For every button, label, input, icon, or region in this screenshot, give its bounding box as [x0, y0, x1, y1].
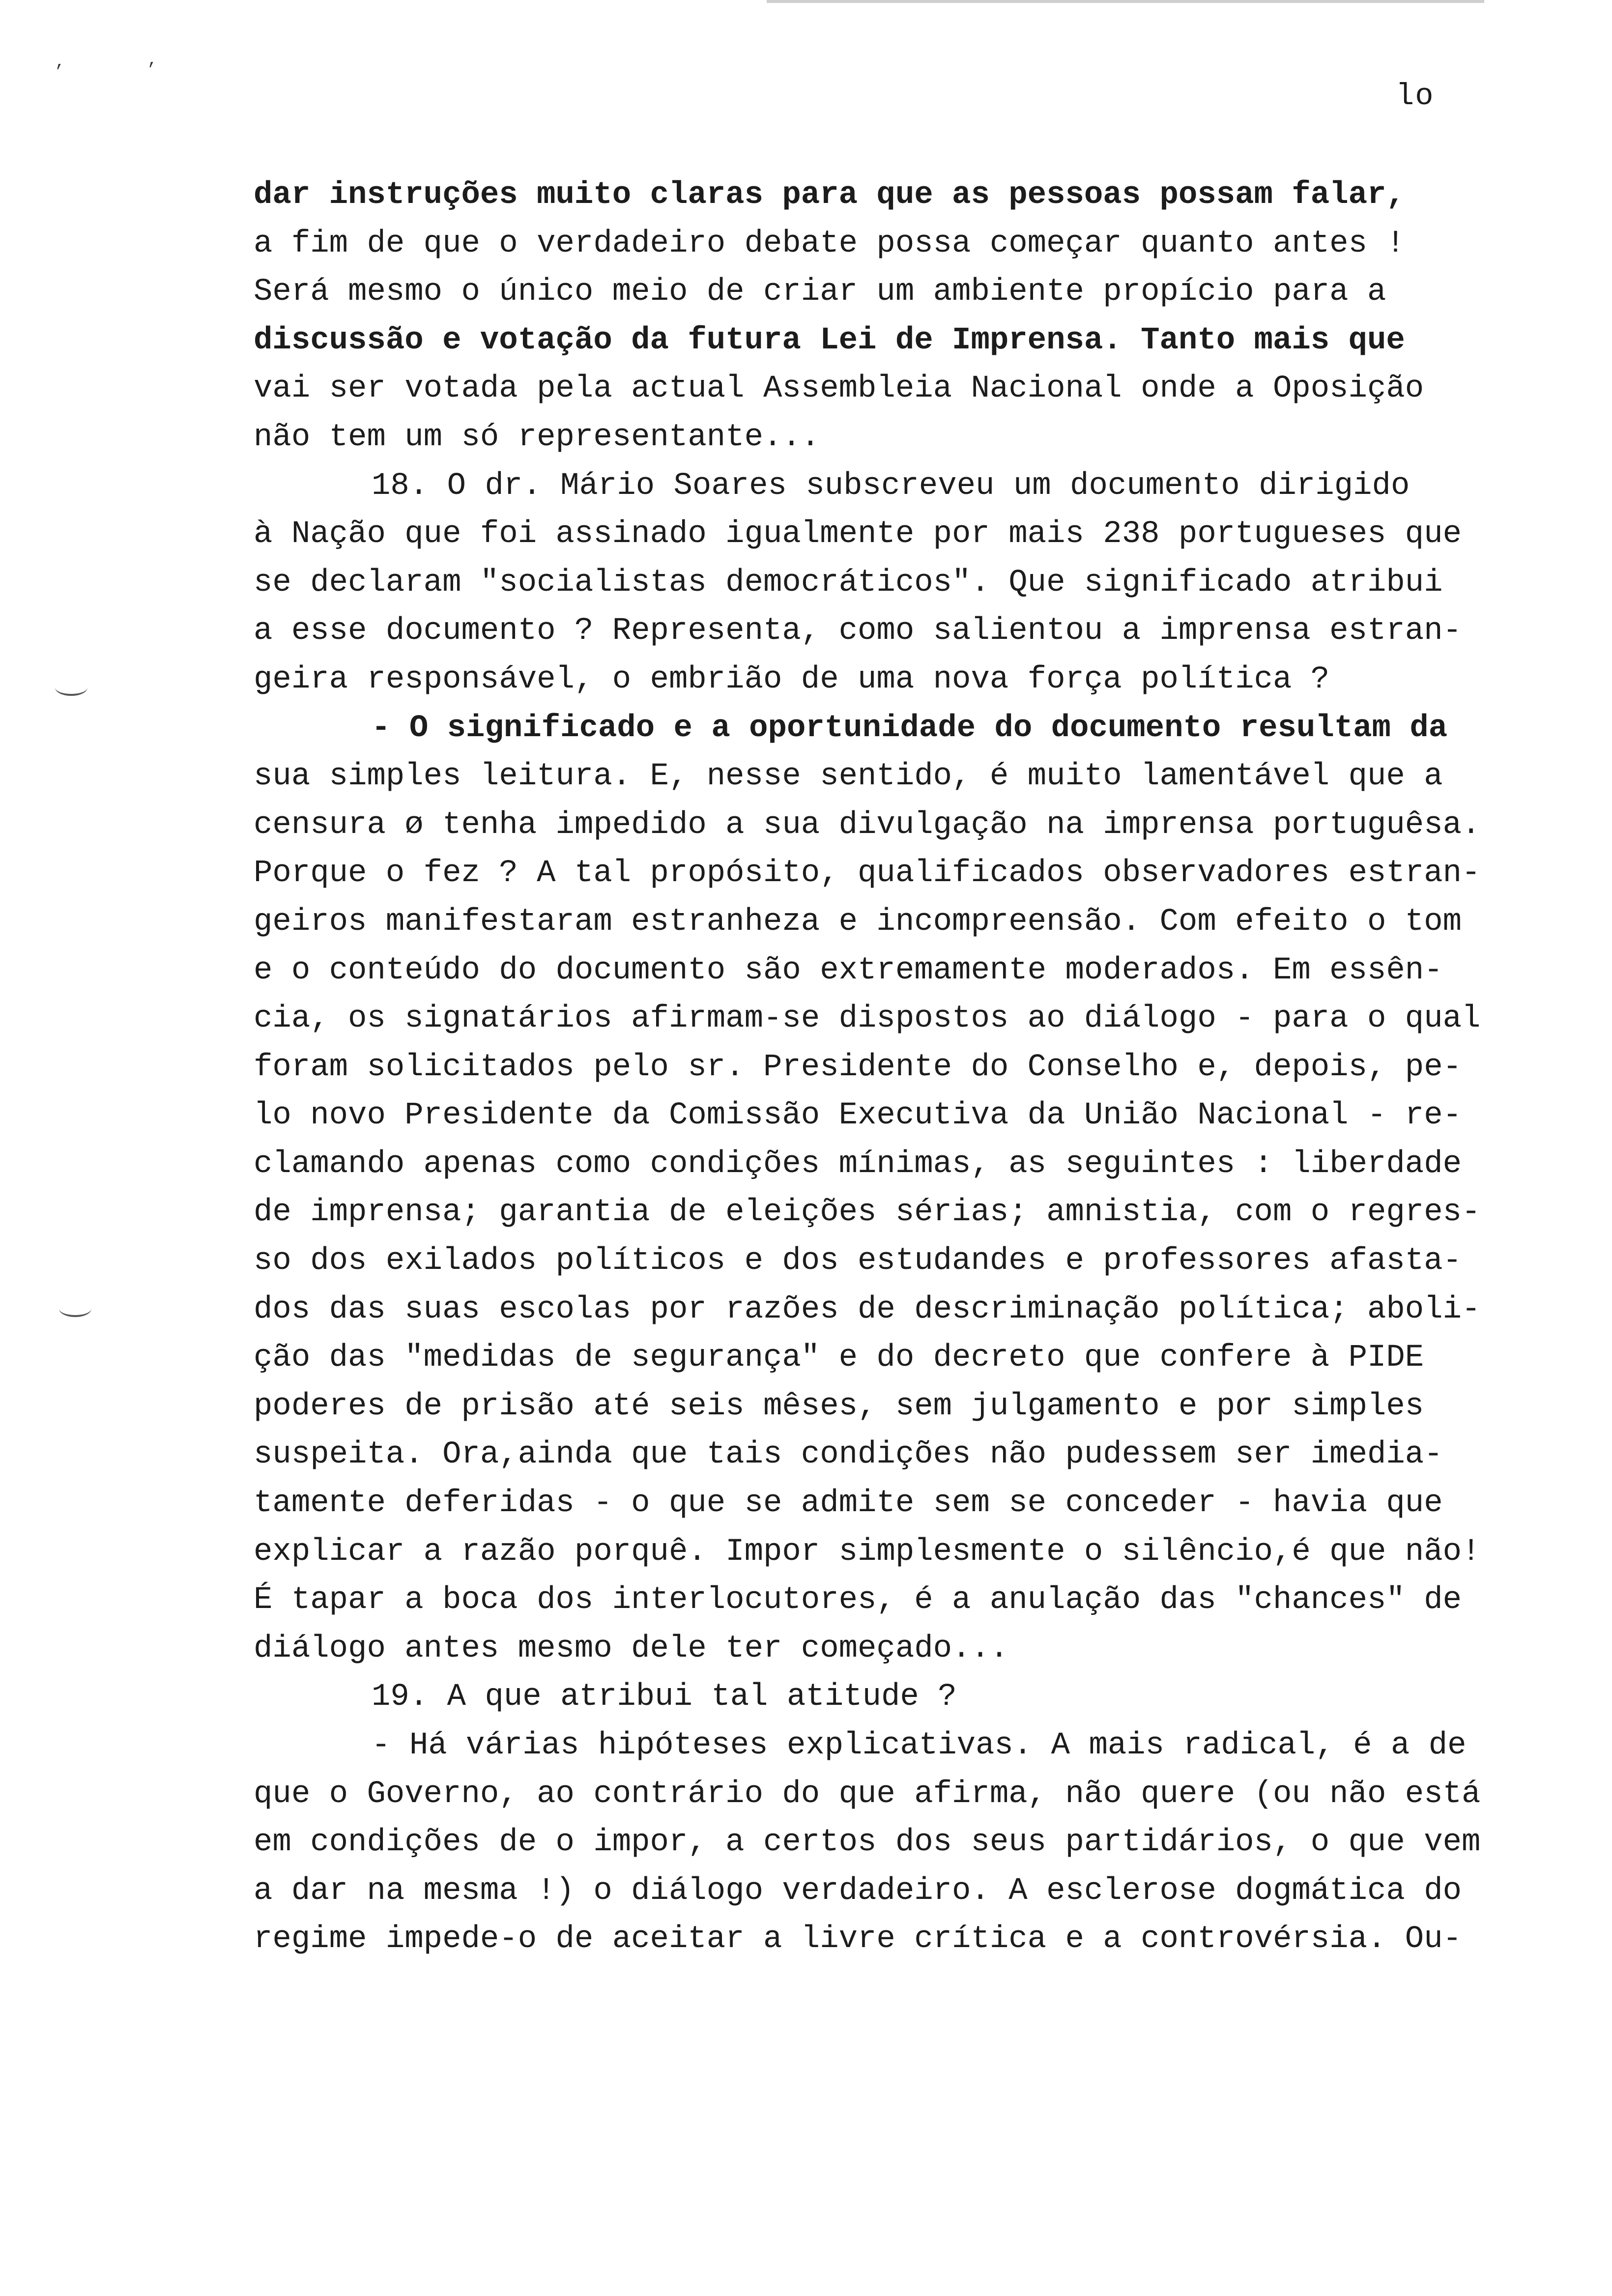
text-line: foram solicitados pelo sr. Presidente do Conselho e, depois, pe-: [254, 1049, 1462, 1085]
text-line: vai ser votada pela actual Assembleia Nacional onde a Oposição: [254, 371, 1424, 407]
text-line: diálogo antes mesmo dele ter começado...: [254, 1631, 1009, 1666]
text-line: - Há várias hipóteses explicativas. A mais radical, é a de: [372, 1728, 1467, 1763]
page-number: lo: [1396, 79, 1435, 114]
text-line: geiros manifestaram estranheza e incompreensão. Com efeito o tom: [254, 904, 1462, 940]
text-line: ção das "medidas de segurança" e do decreto que confere à PIDE: [254, 1340, 1424, 1376]
text-line: à Nação que foi assinado igualmente por mais 238 portugueses que: [254, 517, 1462, 552]
text-line: lo novo Presidente da Comissão Executiva da União Nacional - re-: [254, 1098, 1462, 1134]
text-line: censura ø tenha impedido a sua divulgação na imprensa portuguêsa.: [254, 807, 1481, 843]
corner-mark: ,: [147, 51, 158, 70]
corner-mark: ,: [55, 53, 65, 72]
text-line: que o Governo, ao contrário do que afirma, não quere (ou não está: [254, 1776, 1481, 1812]
text-line: de imprensa; garantia de eleições sérias; amnistia, com o regres-: [254, 1195, 1481, 1231]
text-line: explicar a razão porquê. Impor simplesmente o silêncio,é que não!: [254, 1534, 1481, 1570]
text-line: 19. A que atribui tal atitude ?: [372, 1679, 957, 1715]
text-line: a esse documento ? Representa, como salientou a imprensa estran-: [254, 613, 1462, 649]
text-line: sua simples leitura. E, nesse sentido, é muito lamentável que a: [254, 759, 1443, 795]
text-line: poderes de prisão até seis mêses, sem julgamento e por simples: [254, 1388, 1424, 1424]
margin-punch-mark: [55, 679, 87, 696]
text-line: a dar na mesma !) o diálogo verdadeiro. A esclerose dogmática do: [254, 1873, 1462, 1909]
text-line: discussão e votação da futura Lei de Imprensa. Tanto mais que: [254, 322, 1405, 358]
text-line: Porque o fez ? A tal propósito, qualificados observadores estran-: [254, 856, 1481, 891]
text-line: se declaram "socialistas democráticos". Que significado atribui: [254, 565, 1443, 601]
text-line: não tem um só representante...: [254, 419, 820, 455]
text-line: suspeita. Ora,ainda que tais condições não pudessem ser imedia-: [254, 1437, 1443, 1473]
text-line: dos das suas escolas por razões de descriminação política; aboli-: [254, 1292, 1481, 1327]
text-line: dar instruções muito claras para que as pessoas possam falar,: [254, 177, 1405, 213]
text-line: em condições de o impor, a certos dos seus partidários, o que vem: [254, 1825, 1481, 1861]
text-line: geira responsável, o embrião de uma nova força política ?: [254, 661, 1330, 697]
text-line: É tapar a boca dos interlocutores, é a anulação das "chances" de: [254, 1582, 1462, 1618]
text-line: Será mesmo o único meio de criar um ambiente propício para a: [254, 274, 1386, 310]
text-line: clamando apenas como condições mínimas, as seguintes : liberdade: [254, 1146, 1462, 1182]
text-line: cia, os signatários afirmam-se dispostos ao diálogo - para o qual: [254, 1001, 1481, 1037]
text-line: regime impede-o de aceitar a livre crítica e a controvérsia. Ou-: [254, 1922, 1462, 1957]
scan-edge-line: [767, 0, 1484, 3]
text-line: tamente deferidas - o que se admite sem se conceder - havia que: [254, 1486, 1443, 1521]
typewritten-body: [254, 171, 1541, 1964]
margin-punch-mark: [59, 1300, 91, 1317]
text-line: 18. O dr. Mário Soares subscreveu um documento dirigido: [372, 468, 1410, 504]
text-line: a fim de que o verdadeiro debate possa começar quanto antes !: [254, 226, 1405, 261]
text-line: so dos exilados políticos e dos estudandes e professores afasta-: [254, 1243, 1462, 1279]
text-line: e o conteúdo do documento são extremamente moderados. Em essên-: [254, 952, 1443, 988]
text-line: - O significado e a oportunidade do documento resultam da: [372, 710, 1448, 746]
